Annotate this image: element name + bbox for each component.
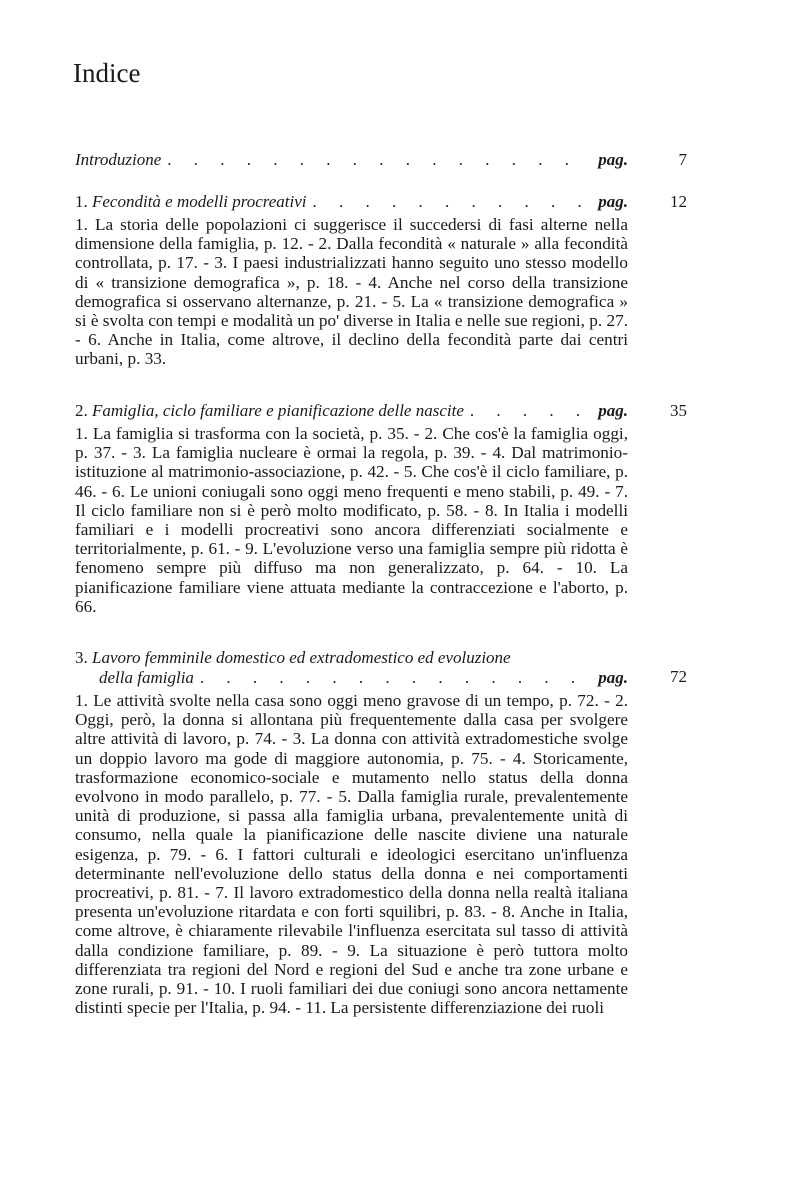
toc-heading	[75, 192, 628, 212]
chapter-summary: 1. Le attività svolte nella casa sono oggi meno gravose di un tempo, p. 72. - 2. Oggi, però, la donna si allontana più frequentemente dalla casa per svolgere altre attività di lavoro, p. 74. - 3. La donna con attività extradomestiche svolge un doppio lavoro ma gode di maggiore autonomia, p. 75. - 4. Storicamente, trasformazione economico-sociale e mutamento nello status della donna evolvono in modo parallelo, p. 77. - 5. Dalla famiglia rurale, prevalentemente unità di produzione, si passa alla famiglia urbana, prevalentemente unità di consumo, nella quale la pianificazione delle nascite diviene una naturale esigenza, p. 79. - 6. I fattori culturali e ideologici esercitano un'influenza determinante nell'evoluzione dello status della donna e nei comportamenti procreativi, p. 81. - 7. Il lavoro extradomestico della donna nella realtà italiana presenta un'evoluzione ritardata e con forti squilibri, p. 83. - 8. Anche in Italia, come altrove, è chiaramente rilevabile l'influenza esercitata sul tasso di attività dalla condizione familiare, p. 89. - 9. La situazione è però tuttora molto differenziata tra regioni del Nord e regioni del Sud e anche tra zone urbane e zone rurali, p. 91. - 10. I ruoli familiari dei due coniugi sono ancora nettamente distinti specie per l'Italia, p. 94. - 11. La persistente differenziazione dei ruoli	[75, 691, 628, 1018]
toc-entry-chapter-1	[75, 192, 628, 369]
pag-label: pag.	[598, 401, 628, 420]
toc-entry-introduzione	[75, 150, 628, 170]
toc-heading	[75, 401, 628, 421]
toc-entry-title: Famiglia, ciclo familiare e pianificazione delle nascite	[92, 401, 464, 420]
toc-entry-title: Fecondità e modelli procreativi	[92, 192, 307, 211]
leader-dots	[306, 192, 592, 212]
chapter-number: 2.	[75, 401, 88, 420]
leader-dots	[161, 150, 592, 170]
toc-page-number: 35	[670, 401, 687, 420]
toc-entry-chapter-3	[75, 648, 628, 1017]
chapter-summary: 1. La storia delle popolazioni ci suggerisce il succedersi di fasi alterne nella dimensione della famiglia, p. 12. - 2. Dalla fecondità « naturale » alla fecondità controllata, p. 17. - 3. I paesi industrializzati hanno seguito uno stesso modello di « transizione demografica », p. 18. - 4. Anche nel corso della transizione demografica si osservano alternanze, p. 21. - 5. La « transizione demografica » si è svolta con tempi e modalità un po' diverse in Italia e nelle sue regioni, p. 27. - 6. Anche in Italia, come altrove, il declino della fecondità parte dai centri urbani, p. 33.	[75, 215, 628, 369]
toc-heading	[75, 648, 628, 668]
toc-entry-title-line1: Lavoro femminile domestico ed extradomestico ed evoluzione	[92, 648, 511, 667]
toc-entry-title-line2: della famiglia	[99, 668, 194, 687]
leader-dots	[464, 401, 592, 421]
leader-dots	[194, 668, 592, 688]
toc-entry-chapter-2	[75, 401, 628, 616]
chapter-number: 3.	[75, 648, 88, 667]
chapter-summary: 1. La famiglia si trasforma con la società, p. 35. - 2. Che cos'è la famiglia oggi, p. 37. - 3. La famiglia nucleare è ormai la regola, p. 39. - 4. Dal matrimonio-istituzione al matrimonio-associazione, p. 42. - 5. Che cos'è il ciclo familiare, p. 46. - 6. Le unioni coniugali sono oggi meno frequenti e meno stabili, p. 49. - 7. Il ciclo familiare non si è però molto modificato, p. 58. - 8. In Italia i modelli familiari e i modelli procreativi sono ancora differenziati socialmente e territorialmente, p. 61. - 9. L'evoluzione verso una famiglia sempre più ridotta è fenomeno sempre più diffuso ma non generalizzato, p. 64. - 10. La pianificazione familiare viene attuata mediante la contraccezione e l'aborto, p. 66.	[75, 424, 628, 616]
toc-entry-title: Introduzione	[75, 150, 162, 169]
toc-heading	[75, 150, 628, 170]
chapter-number: 1.	[75, 192, 88, 211]
pag-label: pag.	[598, 150, 628, 169]
pag-label: pag.	[598, 668, 628, 687]
toc-heading-line2	[75, 668, 628, 688]
page-title: Indice	[73, 58, 141, 88]
pag-label: pag.	[598, 192, 628, 211]
toc-page-number: 72	[670, 667, 687, 686]
toc-page-number: 12	[670, 192, 687, 211]
toc-page-number: 7	[678, 150, 687, 169]
